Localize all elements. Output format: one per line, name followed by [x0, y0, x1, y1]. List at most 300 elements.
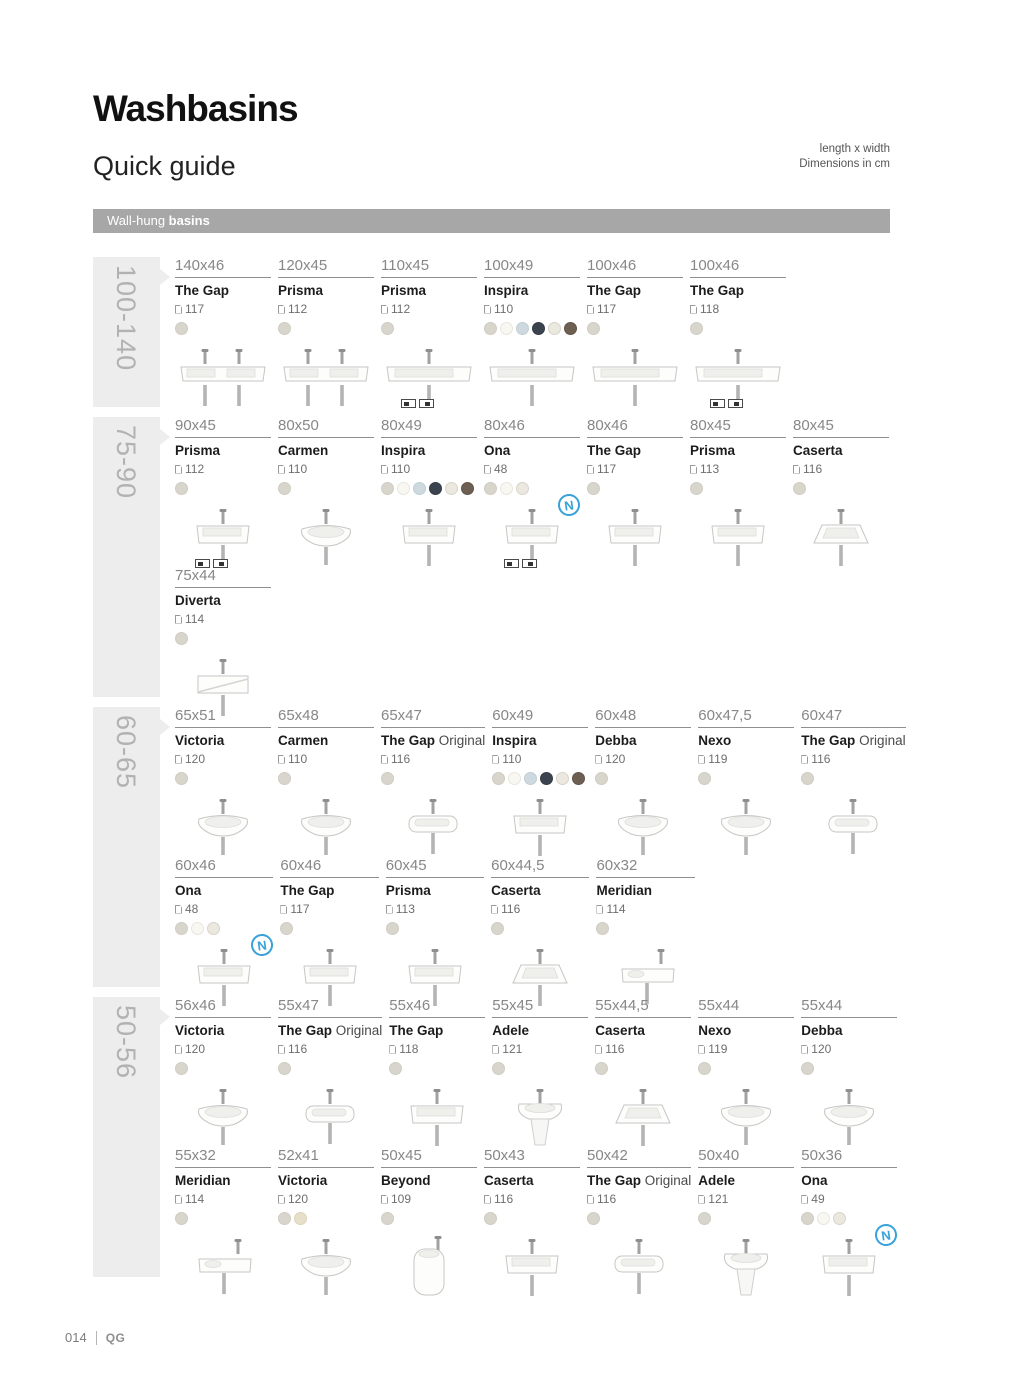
page-icon	[484, 465, 491, 474]
product-name: Inspira	[381, 443, 426, 458]
color-options	[698, 1062, 794, 1076]
range-column	[93, 417, 160, 697]
page-icon	[278, 305, 285, 314]
color-dot-beige	[278, 1062, 291, 1075]
product-cell	[698, 1147, 801, 1300]
basin-image	[587, 1228, 691, 1300]
color-dot-navy	[429, 482, 442, 495]
page-icon	[698, 755, 705, 764]
color-dot-pearl	[445, 482, 458, 495]
product-name: Victoria	[278, 1173, 328, 1188]
product-name: Beyond	[381, 1173, 431, 1188]
color-options	[492, 772, 588, 786]
product-cell	[175, 707, 278, 860]
page-reference[interactable]	[278, 1192, 374, 1206]
page-reference[interactable]	[278, 302, 374, 316]
color-dot-beige	[801, 1062, 814, 1075]
color-options	[690, 322, 786, 336]
product-size: 50x36	[801, 1147, 897, 1168]
product-cell	[587, 417, 690, 570]
page-reference-number: 114	[185, 612, 205, 626]
color-dot-pearl	[556, 772, 569, 785]
basin-image	[595, 788, 691, 860]
product-cell	[690, 417, 793, 570]
page-reference[interactable]	[175, 902, 273, 916]
product-cell	[175, 257, 278, 410]
product-cell	[386, 857, 491, 1010]
page-icon	[595, 1045, 602, 1054]
page-reference[interactable]	[491, 902, 589, 916]
tap-hole-option-icon	[401, 399, 416, 408]
product-name: The Gap	[389, 1023, 444, 1038]
color-dot-pearl	[548, 322, 561, 335]
page-reference[interactable]	[280, 902, 378, 916]
color-dot-blue	[524, 772, 537, 785]
page-reference[interactable]	[587, 462, 683, 476]
basin-image	[175, 1228, 271, 1300]
range-label: 60-65	[111, 715, 141, 790]
color-dot-beige	[587, 482, 600, 495]
size-group	[93, 417, 890, 697]
color-dot-beige	[801, 772, 814, 785]
color-dot-beige	[698, 1062, 711, 1075]
range-arrow-notch	[160, 1009, 170, 1025]
product-name: Victoria	[175, 733, 225, 748]
basin-image	[801, 788, 905, 860]
page-reference[interactable]	[175, 302, 271, 316]
color-dot-beige	[381, 482, 394, 495]
basin-image	[175, 1078, 271, 1150]
product-cell	[801, 1147, 904, 1300]
basin-image	[175, 788, 271, 860]
page-reference-number: 119	[708, 752, 728, 766]
tap-hole-options-icon	[710, 399, 743, 408]
color-options	[175, 1212, 271, 1226]
color-dot-beige	[389, 1062, 402, 1075]
page-icon	[280, 905, 287, 914]
dimension-note	[799, 142, 890, 172]
page-reference[interactable]	[389, 1042, 485, 1056]
product-name: Prisma	[381, 283, 427, 298]
page-reference[interactable]	[175, 462, 271, 476]
page-reference[interactable]	[484, 462, 580, 476]
page-reference[interactable]	[381, 1192, 477, 1206]
color-options	[381, 1212, 477, 1226]
range-label: 100-140	[111, 265, 141, 372]
product-cell	[389, 997, 492, 1150]
page-reference[interactable]	[595, 1042, 691, 1056]
page-icon	[596, 905, 603, 914]
product-name: Ona	[175, 883, 202, 898]
product-cell	[484, 417, 587, 570]
product-name: Carmen	[278, 733, 329, 748]
color-dot-beige	[587, 322, 600, 335]
product-name: Prisma	[385, 883, 431, 898]
color-dot-beige	[698, 1212, 711, 1225]
color-options	[175, 482, 271, 496]
product-size: 60x49	[492, 707, 588, 728]
page-reference[interactable]	[381, 752, 485, 766]
page-icon	[491, 905, 498, 914]
page-reference-number: 110	[391, 462, 411, 476]
page-reference-number: 117	[290, 902, 310, 916]
color-dot-white	[508, 772, 521, 785]
page-icon	[175, 465, 182, 474]
color-dot-beige	[278, 482, 291, 495]
tap-hole-options-icon	[401, 399, 434, 408]
page-reference-number: 117	[597, 302, 617, 316]
page-icon	[381, 305, 388, 314]
product-size: 80x50	[278, 417, 374, 438]
color-dot-beige	[175, 922, 188, 935]
product-name-suffix: Original	[641, 1173, 692, 1188]
section-label-regular: Wall-hung	[107, 213, 169, 228]
page-reference[interactable]	[801, 1042, 897, 1056]
page-reference[interactable]	[386, 902, 484, 916]
product-cell	[698, 997, 801, 1150]
product-size: 80x46	[484, 417, 580, 438]
color-dot-beige	[175, 1062, 188, 1075]
product-cell	[492, 707, 595, 860]
product-cell	[175, 1147, 278, 1300]
group-rows	[175, 417, 896, 697]
product-name: Prisma	[278, 283, 324, 298]
page-footer	[65, 1330, 125, 1345]
footer-divider	[96, 1331, 97, 1345]
product-size: 55x32	[175, 1147, 271, 1168]
page-icon	[492, 1045, 499, 1054]
page-icon	[278, 1045, 285, 1054]
product-cell	[793, 417, 896, 570]
product-cell	[175, 997, 278, 1150]
product-name: Ona	[801, 1173, 828, 1188]
range-column	[93, 707, 160, 987]
page-reference-number: 116	[501, 902, 521, 916]
product-size: 110x45	[381, 257, 477, 278]
product-cell	[801, 997, 904, 1150]
dimension-note-line2: Dimensions in cm	[799, 158, 890, 170]
page-reference-number: 120	[185, 752, 206, 766]
page-icon	[698, 1045, 705, 1054]
page-reference-number: 118	[399, 1042, 419, 1056]
page-reference-number: 117	[185, 302, 205, 316]
basin-image	[484, 338, 580, 410]
new-product-badge: N	[557, 493, 582, 518]
tap-hole-option-icon	[728, 399, 743, 408]
color-options	[278, 772, 374, 786]
page-reference-number: 110	[288, 752, 308, 766]
color-dot-beige	[690, 482, 703, 495]
color-options	[278, 322, 374, 336]
group-rows	[175, 257, 890, 407]
product-name: Meridian	[175, 1173, 231, 1188]
range-column	[93, 257, 160, 407]
product-name: The Gap Original	[587, 1173, 692, 1188]
color-dot-blue	[413, 482, 426, 495]
new-product-badge: N	[874, 1223, 899, 1248]
color-dot-pearl	[833, 1212, 846, 1225]
color-dot-beige	[698, 772, 711, 785]
product-cell	[595, 707, 698, 860]
page-icon	[484, 1195, 491, 1204]
page-reference[interactable]	[587, 302, 683, 316]
product-cell	[278, 417, 381, 570]
basin-image	[492, 1078, 588, 1150]
page-reference[interactable]	[278, 752, 374, 766]
page-reference[interactable]	[492, 752, 588, 766]
page-icon	[492, 755, 499, 764]
basin-image	[278, 498, 374, 570]
product-name: Diverta	[175, 593, 221, 608]
product-cell	[175, 417, 278, 570]
product-size: 60x47	[801, 707, 905, 728]
footer-page-number: 014	[65, 1330, 87, 1345]
page-reference-number: 109	[391, 1192, 412, 1206]
page-reference[interactable]	[698, 752, 794, 766]
color-dot-navy	[532, 322, 545, 335]
color-dot-beige	[381, 322, 394, 335]
product-name: Adele	[492, 1023, 530, 1038]
color-options	[175, 632, 271, 646]
basin-image	[587, 338, 683, 410]
new-product-badge: N	[250, 933, 275, 958]
page-reference[interactable]	[698, 1192, 794, 1206]
group-rows	[175, 707, 913, 987]
range-arrow-notch	[160, 429, 170, 445]
color-dot-white	[500, 322, 513, 335]
section-band	[93, 209, 890, 233]
tap-hole-options-icon	[504, 559, 537, 568]
page-reference[interactable]	[484, 302, 580, 316]
page-reference[interactable]	[690, 462, 786, 476]
product-name: The Gap Original	[278, 1023, 383, 1038]
page-reference-number: 116	[605, 1042, 625, 1056]
product-cell	[690, 257, 793, 410]
product-name: Caserta	[793, 443, 843, 458]
product-size: 65x47	[381, 707, 485, 728]
page-reference[interactable]	[484, 1192, 580, 1206]
basin-image	[698, 1228, 794, 1300]
color-options	[175, 322, 271, 336]
product-cell	[491, 857, 596, 1010]
product-cell	[596, 857, 701, 1010]
color-dot-beige	[492, 772, 505, 785]
product-name: The Gap	[280, 883, 335, 898]
page-reference-number: 116	[803, 462, 823, 476]
basin-image	[278, 1078, 382, 1150]
product-row	[175, 997, 904, 1147]
product-cell	[175, 567, 278, 720]
color-dot-beige	[484, 1212, 497, 1225]
color-dot-beige	[175, 482, 188, 495]
color-dot-beige	[595, 772, 608, 785]
page-reference-number: 120	[288, 1192, 309, 1206]
group-rows	[175, 997, 904, 1277]
basin-image	[278, 1228, 374, 1300]
product-size: 55x44	[801, 997, 897, 1018]
color-options	[484, 322, 580, 336]
color-options	[492, 1062, 588, 1076]
product-size: 80x49	[381, 417, 477, 438]
size-group	[93, 997, 890, 1277]
product-name: Prisma	[175, 443, 221, 458]
color-dot-beige	[175, 1212, 188, 1225]
page-reference-number: 118	[700, 302, 720, 316]
color-dot-beige	[381, 1212, 394, 1225]
product-size: 120x45	[278, 257, 374, 278]
page-title: Washbasins	[93, 88, 298, 129]
range-arrow-notch	[160, 719, 170, 735]
basin-image	[175, 498, 271, 570]
color-options	[175, 772, 271, 786]
color-dot-beige	[690, 322, 703, 335]
product-size: 100x49	[484, 257, 580, 278]
product-cell	[492, 997, 595, 1150]
page-reference-number: 116	[288, 1042, 308, 1056]
product-cell	[280, 857, 385, 1010]
page-reference-number: 114	[185, 1192, 205, 1206]
product-name: The Gap	[587, 283, 642, 298]
page-icon	[690, 465, 697, 474]
color-options	[381, 482, 477, 496]
product-cell	[278, 707, 381, 860]
page-reference-number: 116	[391, 752, 411, 766]
page-reference[interactable]	[175, 1042, 271, 1056]
basin-image	[389, 1078, 485, 1150]
page-icon	[801, 1045, 808, 1054]
product-size: 60x46	[280, 857, 378, 878]
color-options	[793, 482, 889, 496]
product-size: 55x44	[698, 997, 794, 1018]
color-dot-sand	[294, 1212, 307, 1225]
page-reference[interactable]	[381, 302, 477, 316]
color-options	[587, 482, 683, 496]
page-reference-number: 110	[288, 462, 308, 476]
color-dot-beige	[596, 922, 609, 935]
color-options	[278, 482, 374, 496]
page-reference[interactable]	[801, 1192, 897, 1206]
color-dot-navy	[540, 772, 553, 785]
product-name-suffix: Original	[435, 733, 486, 748]
page-reference[interactable]	[175, 1192, 271, 1206]
product-size: 50x45	[381, 1147, 477, 1168]
product-name: The Gap Original	[381, 733, 486, 748]
page-reference[interactable]	[793, 462, 889, 476]
page-reference[interactable]	[587, 1192, 691, 1206]
product-name: The Gap Original	[801, 733, 906, 748]
color-dot-brown	[461, 482, 474, 495]
size-group	[93, 257, 890, 407]
page-icon	[587, 305, 594, 314]
product-size: 55x47	[278, 997, 382, 1018]
page-reference[interactable]	[381, 462, 477, 476]
page-reference[interactable]	[492, 1042, 588, 1056]
product-size: 60x32	[596, 857, 694, 878]
color-dot-beige	[491, 922, 504, 935]
product-size: 75x44	[175, 567, 271, 588]
product-size: 80x46	[587, 417, 683, 438]
page-icon	[587, 465, 594, 474]
tap-hole-option-icon	[504, 559, 519, 568]
page-reference[interactable]	[690, 302, 786, 316]
page-reference[interactable]	[278, 1042, 382, 1056]
page-reference-number: 116	[597, 1192, 617, 1206]
product-size: 55x46	[389, 997, 485, 1018]
product-name: Nexo	[698, 1023, 732, 1038]
product-size: 80x45	[793, 417, 889, 438]
page-icon	[801, 755, 808, 764]
product-cell	[484, 1147, 587, 1300]
product-name: Caserta	[595, 1023, 645, 1038]
product-size: 50x43	[484, 1147, 580, 1168]
page-reference-number: 48	[185, 902, 199, 916]
page-reference[interactable]	[698, 1042, 794, 1056]
basin-image	[492, 788, 588, 860]
color-dot-beige	[793, 482, 806, 495]
color-options	[389, 1062, 485, 1076]
product-size: 100x46	[690, 257, 786, 278]
product-cell	[698, 707, 801, 860]
product-name-suffix: Original	[332, 1023, 383, 1038]
section-label-bold: basins	[168, 213, 210, 228]
color-options	[801, 772, 905, 786]
color-dot-beige	[175, 772, 188, 785]
page-reference-number: 112	[391, 302, 411, 316]
page-icon	[698, 1195, 705, 1204]
product-row	[175, 1147, 904, 1277]
color-dot-white	[817, 1212, 830, 1225]
page-icon	[175, 755, 182, 764]
page-reference[interactable]	[175, 752, 271, 766]
page-reference[interactable]	[801, 752, 905, 766]
tap-hole-option-icon	[710, 399, 725, 408]
page-reference[interactable]	[175, 612, 271, 626]
product-cell	[587, 257, 690, 410]
product-name: The Gap	[587, 443, 642, 458]
color-dot-beige	[386, 922, 399, 935]
page-icon	[278, 755, 285, 764]
page-reference-number: 120	[811, 1042, 832, 1056]
product-name: The Gap	[175, 283, 230, 298]
product-name: Victoria	[175, 1023, 225, 1038]
page-icon	[690, 305, 697, 314]
color-dot-beige	[595, 1062, 608, 1075]
page-reference-number: 110	[494, 302, 514, 316]
color-options	[278, 1062, 382, 1076]
page-icon	[175, 1195, 182, 1204]
basin-image	[484, 498, 580, 570]
page-reference[interactable]	[278, 462, 374, 476]
page-reference[interactable]	[596, 902, 694, 916]
page-reference-number: 112	[185, 462, 205, 476]
color-options	[278, 1212, 374, 1226]
color-dot-white	[191, 922, 204, 935]
page-icon	[793, 465, 800, 474]
color-dot-beige	[175, 322, 188, 335]
color-options	[698, 1212, 794, 1226]
color-dot-white	[500, 482, 513, 495]
product-size: 90x45	[175, 417, 271, 438]
basin-image	[793, 498, 889, 570]
product-size: 60x48	[595, 707, 691, 728]
basin-image	[690, 338, 786, 410]
page-icon	[587, 1195, 594, 1204]
product-size: 52x41	[278, 1147, 374, 1168]
color-options	[596, 922, 694, 936]
page-reference[interactable]	[595, 752, 691, 766]
basin-image	[698, 788, 794, 860]
basin-image	[381, 338, 477, 410]
